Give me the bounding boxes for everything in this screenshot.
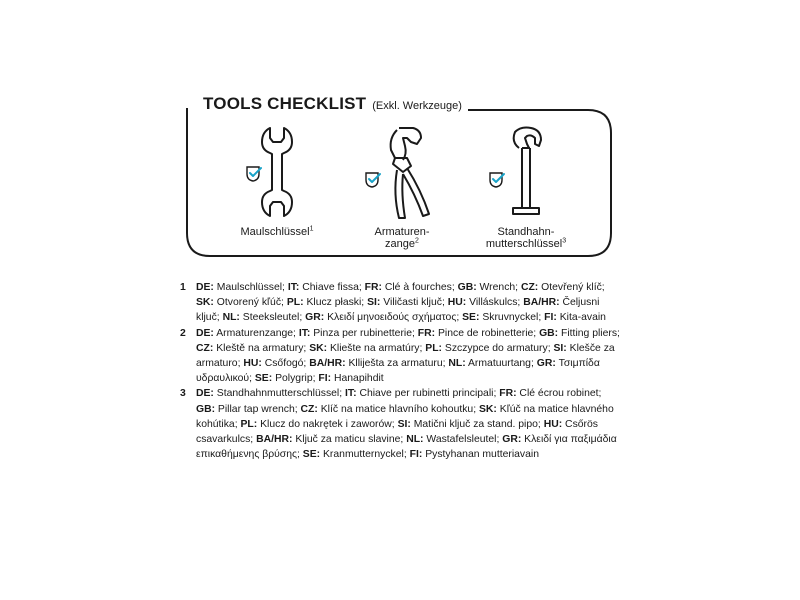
- translation-text: Čeljusni ključ;: [196, 297, 600, 324]
- language-code: SK:: [196, 297, 214, 309]
- language-code: SE:: [462, 312, 480, 324]
- language-code: GB:: [539, 327, 559, 339]
- language-code: GR:: [536, 358, 556, 370]
- language-code: HU:: [543, 418, 563, 430]
- footnotes: [180, 280, 620, 462]
- translation-text: Kleště na armatury;: [213, 342, 310, 354]
- language-code: FI:: [409, 449, 423, 461]
- language-code: NL:: [448, 358, 466, 370]
- tool-label-wrench: Maulschlüssel: [240, 226, 310, 238]
- language-code: GB:: [196, 403, 216, 415]
- translation-text: Otevřený klíč;: [538, 282, 605, 293]
- checkmark-icon: [245, 165, 263, 183]
- language-code: PL:: [425, 342, 443, 354]
- translation-text: Klliješta za armaturu;: [345, 358, 449, 370]
- translation-text: Csőfogó;: [261, 358, 310, 370]
- language-code: NL:: [406, 434, 424, 446]
- tool-label-pliers-line1: Armaturen-: [374, 226, 430, 238]
- tool-label-pliers-line2: zange: [385, 238, 416, 250]
- language-code: IT:: [345, 388, 357, 400]
- translation-text: Fitting pliers;: [558, 327, 620, 339]
- language-code: CZ:: [196, 342, 214, 354]
- footnote-number: 3: [180, 388, 186, 400]
- footnote-number: 2: [180, 327, 186, 339]
- pillar-tap-wrench-icon: [501, 124, 551, 220]
- translation-text: Klíč na matice hlavního kohoutku;: [317, 403, 479, 415]
- language-code: IT:: [298, 327, 311, 339]
- language-code: GR:: [502, 434, 522, 446]
- translation-text: Csőrös csavarkulcs;: [196, 418, 598, 446]
- translation-text: Armaturenzange;: [213, 327, 299, 339]
- translation-text: Hanapihdit: [331, 373, 384, 385]
- footnote-number: 1: [180, 282, 186, 293]
- translation-text: Klucz płaski;: [303, 297, 368, 309]
- language-code: GR:: [305, 312, 325, 324]
- translation-text: Kliešte na armatúry;: [327, 342, 426, 354]
- translation-text: Kita-avain: [556, 312, 606, 324]
- translation-text: Villáskulcs;: [466, 297, 524, 309]
- language-code: FI:: [318, 373, 332, 385]
- translation-text: Pystyhanan mutteriavain: [422, 449, 539, 461]
- wrench-icon: [257, 124, 297, 220]
- language-code: IT:: [287, 282, 300, 293]
- translation-text: Τσιμπίδα υδραυλικού;: [196, 358, 600, 385]
- translation-text: Polygrip;: [272, 373, 319, 385]
- translation-text: Wrench;: [476, 282, 521, 293]
- translation-text: Steeksleutel;: [239, 312, 306, 324]
- language-code: DE:: [196, 327, 214, 339]
- footnote-ref-1: 1: [309, 225, 314, 233]
- translation-text: Standhahnmutterschlüssel;: [213, 388, 346, 400]
- footnote-ref-3: 3: [562, 237, 567, 245]
- translation-text: Κλειδί για παξιμάδια επικαθήμενης βρύσης;: [196, 434, 617, 461]
- language-code: SI:: [553, 342, 567, 354]
- checkmark-icon: [364, 171, 382, 189]
- footnote-3: [180, 386, 620, 462]
- translation-text: Clé à fourches;: [381, 282, 458, 293]
- language-code: NL:: [222, 312, 240, 324]
- language-code: BA/HR:: [309, 358, 346, 370]
- translation-text: Kranmutternyckel;: [320, 449, 410, 461]
- language-code: SI:: [367, 297, 381, 309]
- translation-text: Pinza per rubinetterie;: [310, 327, 418, 339]
- language-code: FR:: [364, 282, 382, 293]
- language-code: PL:: [286, 297, 304, 309]
- translation-text: Szczypce do armatury;: [442, 342, 554, 354]
- translation-text: Klešče za armaturo;: [196, 342, 615, 370]
- translation-text: Κλειδί μηνοειδούς σχήματος;: [324, 312, 463, 324]
- language-code: DE:: [196, 282, 214, 293]
- language-code: FR:: [417, 327, 436, 339]
- language-code: DE:: [196, 388, 214, 400]
- language-code: GB:: [457, 282, 477, 293]
- page-subtitle: (Exkl. Werkzeuge): [372, 100, 462, 112]
- translation-text: Pillar tap wrench;: [215, 403, 301, 415]
- translation-text: Kľúč na matice hlavného kohútika;: [196, 403, 614, 430]
- footnote-ref-2: 2: [415, 237, 419, 245]
- checklist-title: [197, 94, 468, 114]
- footnote-text: [196, 280, 620, 326]
- language-code: FI:: [544, 312, 557, 324]
- translation-text: Matični ključ za stand. pipo;: [410, 418, 544, 430]
- footnote-1: [180, 280, 620, 326]
- translation-text: Chiave fissa;: [299, 282, 365, 293]
- checkmark-icon: [488, 171, 506, 189]
- language-code: HU:: [243, 358, 262, 370]
- language-code: SK:: [309, 342, 328, 354]
- language-code: SI:: [397, 418, 411, 430]
- tool-pillar-tap-wrench: [466, 124, 586, 250]
- translation-text: Clé écrou robinet;: [516, 388, 602, 400]
- language-code: BA/HR:: [523, 297, 560, 309]
- translation-text: Otvorený kľúč;: [213, 297, 287, 309]
- translation-text: Armatuurtang;: [465, 358, 537, 370]
- translation-text: Viličasti ključ;: [380, 297, 448, 309]
- translation-text: Chiave per rubinetti principali;: [356, 388, 500, 400]
- translation-text: Pince de robinetterie;: [435, 327, 540, 339]
- footnote-2: [180, 326, 620, 387]
- translation-text: Wastafelsleutel;: [423, 434, 503, 446]
- language-code: FR:: [499, 388, 517, 400]
- language-code: SE:: [254, 373, 273, 385]
- tool-label-tap-wrench-line1: Standhahn-: [497, 226, 555, 238]
- language-code: SK:: [479, 403, 497, 415]
- footnote-text: [196, 386, 620, 462]
- page-title: TOOLS CHECKLIST: [203, 94, 367, 113]
- language-code: BA/HR:: [256, 434, 293, 446]
- footnote-text: [196, 326, 620, 387]
- language-code: PL:: [240, 418, 258, 430]
- translation-text: Klucz do nakrętek i zaworów;: [257, 418, 398, 430]
- language-code: CZ:: [300, 403, 318, 415]
- language-code: SE:: [302, 449, 321, 461]
- translation-text: Skruvnyckel;: [479, 312, 545, 324]
- language-code: CZ:: [520, 282, 539, 293]
- translation-text: Maulschlüssel;: [213, 282, 288, 293]
- translation-text: Ključ za maticu slavine;: [292, 434, 407, 446]
- language-code: HU:: [447, 297, 467, 309]
- tool-label-tap-wrench-line2: mutterschlüssel: [485, 238, 563, 250]
